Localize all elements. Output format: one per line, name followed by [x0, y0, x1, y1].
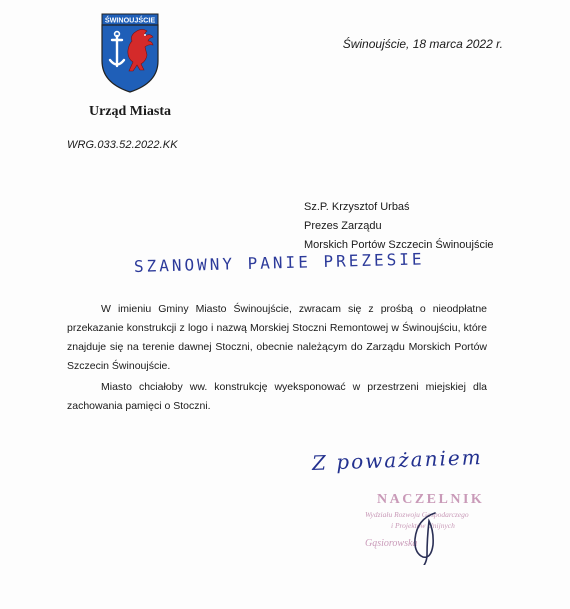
handwritten-salutation: SZANOWNY PANIE PREZESIE — [133, 249, 425, 276]
body-paragraph: Miasto chciałoby ww. konstrukcję wyeksponować w przestrzeni miejskiej dla zachowania pamięci o Stoczni. — [67, 381, 487, 412]
letter-date: Świnoujście, 18 marca 2022 r. — [342, 37, 503, 51]
reference-number: WRG.033.52.2022.KK — [67, 139, 178, 151]
stamp-title: NACZELNIK — [377, 492, 485, 507]
letter-body — [67, 300, 487, 416]
handwritten-closing: Z poważaniem — [311, 445, 484, 475]
signature-icon — [395, 505, 455, 565]
recipient-title: Prezes Zarządu — [304, 220, 382, 232]
stamp-department: Wydziału Rozwoju Gospodarczego — [365, 510, 469, 519]
stamp-name: Gąsiorowska — [365, 538, 418, 549]
stamp-department-line2: i Projektów Unijnych — [391, 521, 455, 530]
recipient-organization: Morskich Portów Szczecin Świnoujście — [304, 239, 494, 251]
office-name: Urząd Miasta — [88, 104, 172, 119]
body-paragraph: W imieniu Gminy Miasto Świnoujście, zwracam się z prośbą o nieodpłatne przekazanie konstrukcji z logo i nazwą Morskiej Stoczni Remontowej w Świnoujściu, które znajduje się na terenie dawnej Stoczni, obecnie należącym do Zarządu Morskich Portów Szczecin Świnoujście. — [67, 303, 487, 372]
crest-label: ŚWINOUJŚCIE — [104, 15, 156, 25]
recipient-name: Sz.P. Krzysztof Urbaś — [304, 201, 410, 213]
recipient-address — [304, 198, 494, 255]
coat-of-arms-icon — [101, 13, 159, 93]
